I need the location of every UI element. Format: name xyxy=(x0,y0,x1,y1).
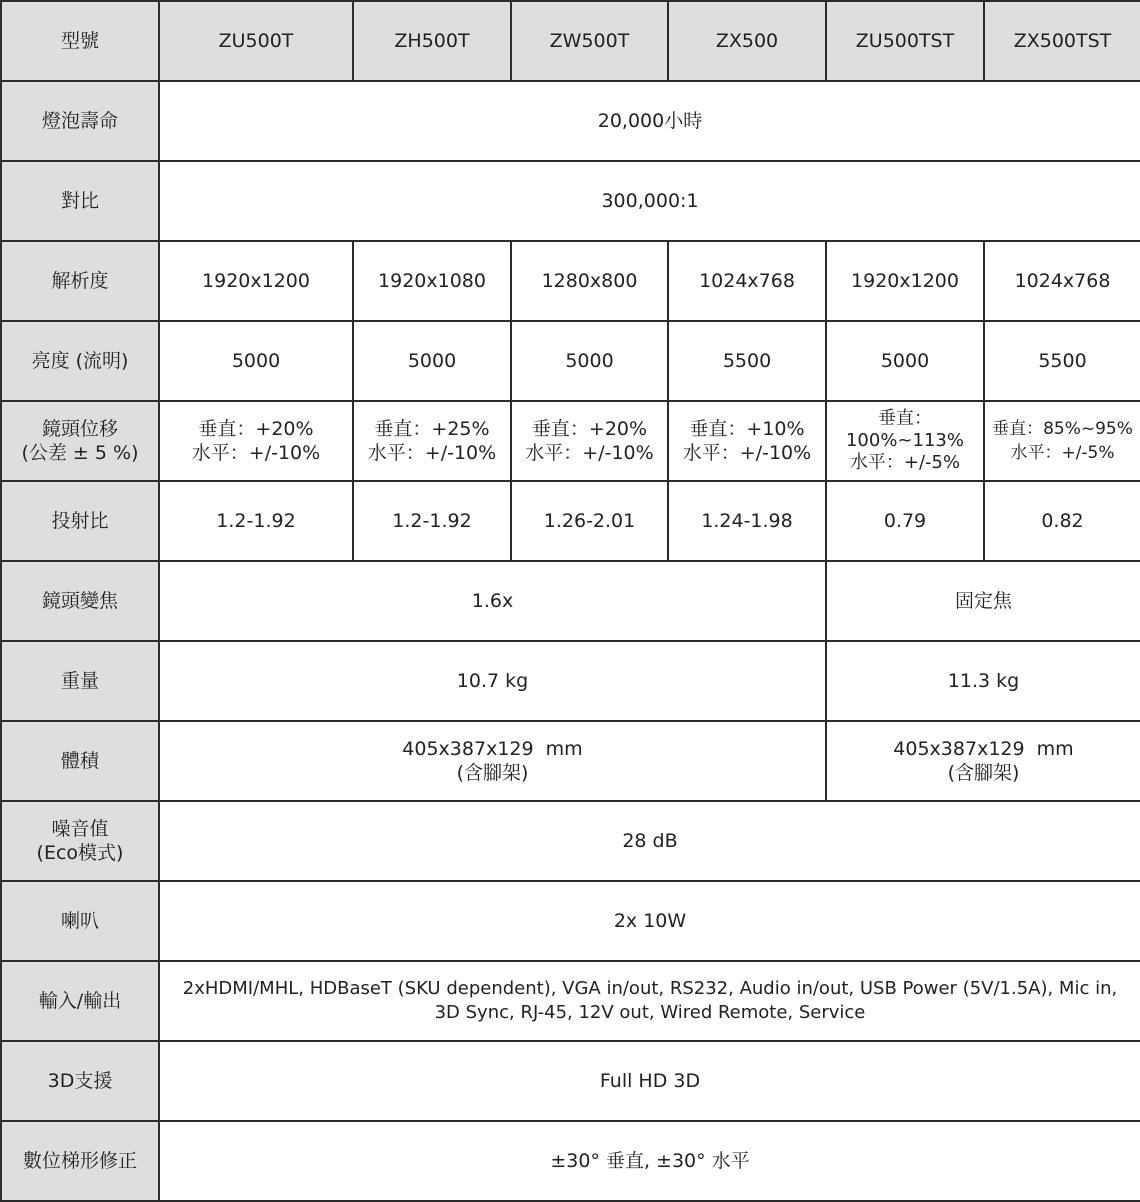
model-name: ZX500 xyxy=(715,30,779,52)
keystone-value: ±30° 垂直, ±30° 水平 xyxy=(550,1150,750,1172)
resolution-value-cell xyxy=(826,241,984,321)
resolution-value: 1024x768 xyxy=(1014,270,1111,292)
throw-ratio-row xyxy=(1,481,1140,561)
resolution-value-cell xyxy=(511,241,668,321)
resolution-value-cell xyxy=(668,241,826,321)
row-label-cell xyxy=(1,881,159,961)
brightness-row xyxy=(1,321,1140,401)
resolution-value-cell xyxy=(159,241,353,321)
throw-ratio-value-cell xyxy=(826,481,984,561)
resolution-row xyxy=(1,241,1140,321)
model-name: ZU500TST xyxy=(855,30,955,52)
3d-support-value: Full HD 3D xyxy=(599,1070,701,1092)
throw-ratio-value: 1.2-1.92 xyxy=(216,510,296,532)
throw-ratio-value: 1.2-1.92 xyxy=(392,510,472,532)
row-label-cell xyxy=(1,241,159,321)
noise-value-cell xyxy=(159,801,1140,881)
row-label: 喇叭 xyxy=(60,910,99,932)
horizontal-shift: 水平：+/-10% xyxy=(367,442,497,464)
row-label: 對比 xyxy=(60,190,99,212)
row-label-cell xyxy=(1,641,159,721)
row-label: 解析度 xyxy=(51,270,109,292)
brightness-value-cell xyxy=(984,321,1140,401)
zoom-standard-cell xyxy=(159,561,826,641)
row-label-note: (Eco模式) xyxy=(36,842,124,864)
header-label-cell xyxy=(1,1,159,81)
model-name: ZW500T xyxy=(549,30,630,52)
brightness-value: 5500 xyxy=(722,350,772,372)
resolution-value: 1920x1200 xyxy=(202,270,310,292)
row-label-cell xyxy=(1,1121,159,1201)
brightness-value: 5500 xyxy=(1038,350,1087,372)
model-name: ZH500T xyxy=(394,30,470,52)
weight-standard-cell xyxy=(159,641,826,721)
contrast-row xyxy=(1,161,1140,241)
lens-shift-row xyxy=(1,401,1140,481)
vertical-shift: 垂直：+10% xyxy=(689,418,805,440)
throw-ratio-value: 0.82 xyxy=(1041,510,1084,532)
horizontal-shift: 水平：+/-10% xyxy=(682,442,812,464)
lamp-life-value-cell xyxy=(159,81,1140,161)
vertical-shift: 垂直：+25% xyxy=(374,418,490,440)
throw-ratio-value-cell xyxy=(984,481,1140,561)
dimensions-value: 405x387x129 mm xyxy=(402,738,583,760)
row-label-cell xyxy=(1,961,159,1041)
row-label: 3D支援 xyxy=(47,1070,113,1092)
io-row xyxy=(1,961,1140,1041)
brightness-value-cell xyxy=(159,321,353,401)
vertical-shift: 垂直：85%~95% xyxy=(992,419,1133,439)
brightness-value: 5000 xyxy=(565,350,614,372)
lamp-life-value: 20,000小時 xyxy=(597,110,703,132)
weight-short-throw-value: 11.3 kg xyxy=(947,670,1020,692)
dimensions-short-throw-cell xyxy=(826,721,1140,801)
row-label: 投射比 xyxy=(51,510,109,532)
brightness-value: 5000 xyxy=(407,350,457,372)
throw-ratio-value-cell xyxy=(353,481,511,561)
vertical-shift: 垂直：+20% xyxy=(531,418,648,440)
horizontal-shift: 水平：+/-5% xyxy=(1010,443,1115,463)
speaker-value: 2x 10W xyxy=(613,910,687,932)
model-header-cell xyxy=(159,1,353,81)
throw-ratio-value-cell xyxy=(668,481,826,561)
row-label-cell xyxy=(1,801,159,881)
row-label-cell xyxy=(1,721,159,801)
lamp-life-row xyxy=(1,81,1140,161)
model-name: ZU500T xyxy=(218,30,294,52)
speaker-row xyxy=(1,881,1140,961)
weight-standard-value: 10.7 kg xyxy=(456,670,529,692)
row-label-cell xyxy=(1,561,159,641)
vertical-shift: 垂直： xyxy=(878,408,932,429)
noise-row xyxy=(1,801,1140,881)
lens-shift-value-cell xyxy=(826,401,984,481)
weight-row xyxy=(1,641,1140,721)
model-header-cell xyxy=(984,1,1140,81)
row-label: 噪音值 xyxy=(51,818,109,840)
io-ports-line: 3D Sync, RJ-45, 12V out, Wired Remote, Service xyxy=(434,1002,866,1023)
row-label: 亮度 (流明) xyxy=(31,350,129,372)
weight-short-throw-cell xyxy=(826,641,1140,721)
brightness-value-cell xyxy=(511,321,668,401)
resolution-value: 1280x800 xyxy=(541,270,638,292)
brightness-value-cell xyxy=(668,321,826,401)
keystone-row xyxy=(1,1121,1140,1201)
3d-support-row xyxy=(1,1041,1140,1121)
dimensions-standard-cell xyxy=(159,721,826,801)
row-label: 重量 xyxy=(60,670,99,692)
resolution-value: 1920x1200 xyxy=(851,270,959,292)
dimensions-row xyxy=(1,721,1140,801)
contrast-value: 300,000:1 xyxy=(601,190,699,212)
contrast-value-cell xyxy=(159,161,1140,241)
row-label: 鏡頭位移 xyxy=(41,418,118,440)
speaker-value-cell xyxy=(159,881,1140,961)
dimensions-value: 405x387x129 mm xyxy=(893,738,1074,760)
vertical-shift: 垂直：+20% xyxy=(198,418,314,440)
header-row xyxy=(1,1,1140,81)
lens-shift-value-cell xyxy=(159,401,353,481)
row-label-cell xyxy=(1,321,159,401)
lens-shift-value-cell xyxy=(984,401,1140,481)
lens-shift-value-cell xyxy=(668,401,826,481)
row-label: 輸入/輸出 xyxy=(38,990,122,1012)
noise-value: 28 dB xyxy=(622,830,678,852)
row-label: 鏡頭變焦 xyxy=(41,590,118,612)
brightness-value-cell xyxy=(826,321,984,401)
horizontal-shift: 水平：+/-10% xyxy=(525,442,654,464)
3d-support-value-cell xyxy=(159,1041,1140,1121)
keystone-value-cell xyxy=(159,1121,1140,1201)
dimensions-note: (含腳架) xyxy=(456,762,529,784)
row-label-cell xyxy=(1,81,159,161)
zoom-short-throw-value: 固定焦 xyxy=(954,590,1012,612)
horizontal-shift: 水平：+/-10% xyxy=(191,442,321,464)
model-header-cell xyxy=(511,1,668,81)
header-label: 型號 xyxy=(60,30,99,52)
row-label-cell xyxy=(1,401,159,481)
row-label-note: (公差 ± 5 %) xyxy=(21,442,139,464)
brightness-value-cell xyxy=(353,321,511,401)
row-label-cell xyxy=(1,161,159,241)
resolution-value-cell xyxy=(984,241,1140,321)
model-header-cell xyxy=(668,1,826,81)
model-header-cell xyxy=(353,1,511,81)
model-header-cell xyxy=(826,1,984,81)
throw-ratio-value-cell xyxy=(511,481,668,561)
throw-ratio-value: 1.26-2.01 xyxy=(543,510,636,532)
throw-ratio-value-cell xyxy=(159,481,353,561)
zoom-standard-value: 1.6x xyxy=(471,590,514,612)
io-ports-line: 2xHDMI/MHL, HDBaseT (SKU dependent), VGA in/out, RS232, Audio in/out, USB Power (5V/1.5A), Mic in, xyxy=(182,978,1118,999)
dimensions-note: (含腳架) xyxy=(947,762,1020,784)
throw-ratio-value: 1.24-1.98 xyxy=(701,510,793,532)
zoom-row xyxy=(1,561,1140,641)
model-name: ZX500TST xyxy=(1013,30,1112,52)
lens-shift-value-cell xyxy=(353,401,511,481)
vertical-shift-range: 100%~113% xyxy=(845,430,964,451)
row-label-cell xyxy=(1,1041,159,1121)
row-label: 體積 xyxy=(60,750,99,772)
resolution-value: 1920x1080 xyxy=(378,270,486,292)
row-label-cell xyxy=(1,481,159,561)
row-label: 數位梯形修正 xyxy=(22,1150,137,1172)
lens-shift-value-cell xyxy=(511,401,668,481)
horizontal-shift: 水平：+/-5% xyxy=(849,452,961,473)
resolution-value-cell xyxy=(353,241,511,321)
brightness-value: 5000 xyxy=(231,350,281,372)
zoom-short-throw-cell xyxy=(826,561,1140,641)
resolution-value: 1024x768 xyxy=(699,270,795,292)
io-value-cell xyxy=(159,961,1140,1041)
throw-ratio-value: 0.79 xyxy=(883,510,927,532)
row-label: 燈泡壽命 xyxy=(41,110,118,132)
brightness-value: 5000 xyxy=(880,350,930,372)
